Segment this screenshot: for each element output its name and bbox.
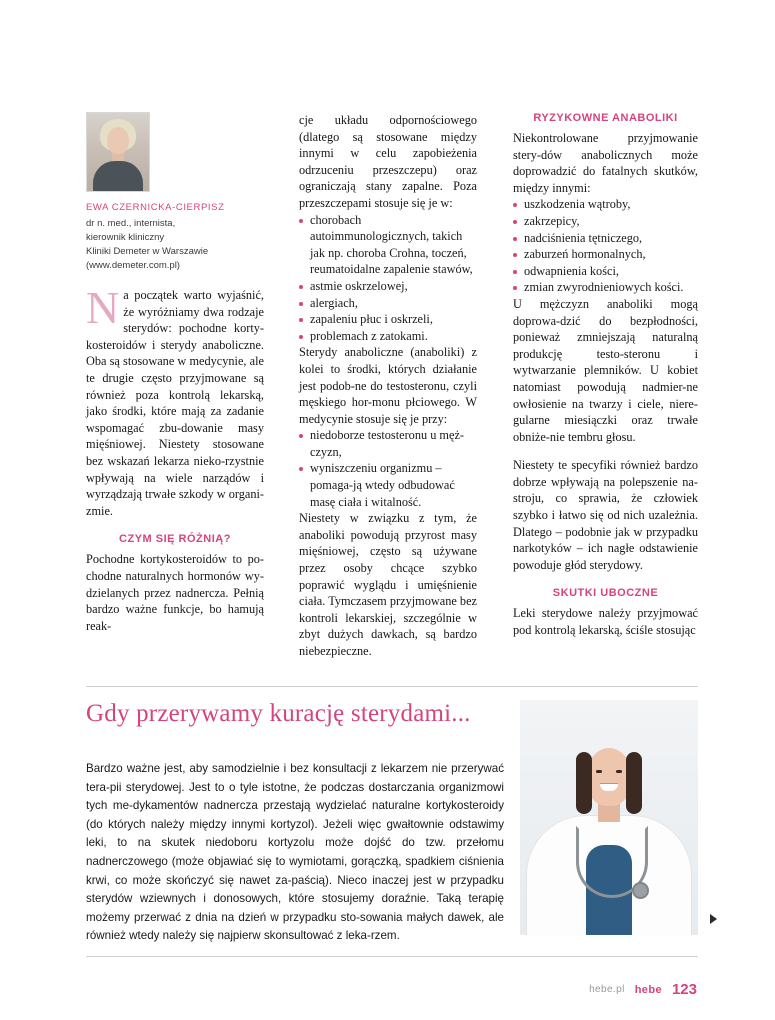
column-2	[299, 112, 477, 660]
column2-list-1	[299, 212, 477, 345]
author-credential-line-2: kierownik kliniczny	[86, 232, 165, 243]
author-credentials	[86, 217, 264, 273]
column1-paragraph-2: Pochodne kortykosteroidów to po-chodne naturalnych hormonów wy-dzielanych przez nadnercza. Pełnią bardzo ważne funkcje, bo hamują reak-	[86, 552, 264, 633]
column2-paragraph-2: Sterydy anaboliczne (anaboliki) z kolei to środki, których działanie jest podob-ne do testosteronu, czyli męskiego hor-monu płciowego. W medycynie stosuje się je przy:	[299, 345, 477, 426]
column3-list-1	[513, 196, 698, 296]
sidebar-box-title: Gdy przerywamy kurację sterydami...	[86, 700, 471, 727]
author-credential-line-3: Kliniki Demeter w Warszawie	[86, 246, 209, 257]
doctor-eye-right	[616, 770, 622, 773]
divider-bottom	[86, 956, 698, 957]
column-1	[86, 112, 264, 634]
column2-paragraph-3: Niestety w związku z tym, że anaboliki powodują przyrost masy mięśniowej, często są używane przez osoby chcące szybko poprawić wyglądu i umięśnienie ciała. Tymczasem przyjmowane bez kontroli lekarskiej, szczególnie w zbyt dużych dawkach, są bardzo niebezpieczne.	[299, 511, 477, 658]
author-portrait-image	[86, 112, 150, 192]
doctor-photo-image	[520, 700, 698, 935]
portrait-face-shape	[107, 127, 129, 154]
list-item: uszkodzenia wątroby,	[513, 196, 698, 213]
list-item: chorobach autoimmunologicznych, takich jak np. choroba Crohna, toczeń, reumatoidalne zapalenie stawów,	[299, 212, 477, 278]
subheading-ryzykowne-anaboliki: RYZYKOWNE ANABOLIKI	[533, 112, 678, 124]
column3-paragraph-1: Niekontrolowane przyjmowanie stery-dów anabolicznych może doprowadzić do fatalnych skutków, między innymi:	[513, 131, 698, 195]
subheading-skutki-uboczne: SKUTKI UBOCZNE	[552, 587, 659, 600]
page-footer	[589, 981, 697, 998]
list-item: nadciśnienia tętniczego,	[513, 230, 698, 247]
column2-list-2	[299, 427, 477, 510]
list-item: zmian zwyrodnieniowych kości.	[513, 279, 698, 296]
doctor-hair-right-shape	[626, 752, 642, 814]
footer-brand-logo: hebe	[634, 983, 662, 996]
list-item: wyniszczeniu organizmu – pomaga-ją wtedy odbudować masę ciała i witalność.	[299, 460, 477, 510]
article-columns	[86, 112, 698, 662]
column2-paragraph-1: cje układu odpornościowego (dlatego są stosowane między innymi w celu zapobieżenia odrzuceniu przeszczepu) oraz ograniczają stany zapalne. Poza przeszczepami stosuje się je w:	[299, 113, 477, 210]
sidebar-box-text: Bardzo ważne jest, aby samodzielnie i bez konsultacji z lekarzem nie przerywać tera-pii sterydowej. Jest to o tyle istotne, że podczas dostarczania organizmowi tych me-dykamentów nadnercza przestają wydzielać naturalne kortykosteroidy (do których należy między innymi kortyzol). Jeżeli więc gwałtownie odstawimy leki, to na skutek niedoboru kortyzolu może dojść do tzw. przełomu nadnerczowego (może objawiać się to wymiotami, gorączką, spadkiem ciśnienia krwi, co może skończyć się nawet za-paścią). Nieco inaczej jest w przypadku sterydów wziewnych i donosowych, które stosujemy doraźnie. Taką terapię możemy przerwać z dnia na dzień w przypadku sto-sowania małych dawek, ale również wtedy należy się najpierw skonsultować z leka-rzem.	[86, 762, 504, 943]
author-website: (www.demeter.com.pl)	[86, 260, 180, 271]
drop-cap-letter: N	[86, 282, 120, 333]
author-credential-line-1: dr n. med., internista,	[86, 218, 176, 229]
column3-paragraph-2: U mężczyzn anaboliki mogą doprowa-dzić do bezpłodności, ponieważ zmniejszają naturalną produkcję testo-steronu i wytwarzanie plemników. U kobiet natomiast powodują nadmier-ne owłosienie na twarzy i ciele, niere-gularne miesiączki oraz trwałe obniże-nie tembru głosu.	[513, 296, 698, 444]
column3-paragraph-3: Niestety te specyfiki również bardzo dobrze wpływają na polepszenie na-stroju, co sprawia, że człowiek szybko i łatwo się od nich uzależnia. Dlatego – podobnie jak w przypadku narkotyków – ich nagłe odstawienie powoduje głód sterydowy.	[513, 458, 698, 572]
doctor-hair-left-shape	[576, 752, 592, 814]
footer-website: hebe.pl	[589, 984, 625, 995]
page-number: 123	[671, 981, 697, 998]
list-item: zaburzeń hormonalnych,	[513, 246, 698, 263]
list-item: problemach z zatokami.	[299, 328, 477, 345]
list-item: niedoborze testosteronu u męż-czyzn,	[299, 427, 477, 460]
author-name: EWA CZERNICKA-CIERPISZ	[86, 202, 225, 213]
list-item: astmie oskrzelowej,	[299, 278, 477, 295]
intro-paragraph	[86, 282, 265, 519]
divider-top	[86, 686, 698, 687]
list-item: alergiach,	[299, 295, 477, 312]
column-3	[513, 112, 698, 639]
column3-paragraph-4: Leki sterydowe należy przyjmować pod kontrolą lekarską, ściśle stosując	[513, 606, 698, 638]
intro-paragraph-text: a początek warto wyjaśnić, że wyróżniamy dwa rodzaje sterydów: pochodne korty-kosteroidów i sterydy anaboliczne. Oba są stosowane w medycynie, ale te drugie często przyjmowane są również poza kontrolą lekarską, jako środki, które mają za zadanie wspomagać zbu-dowanie masy mięśniowej. Niestety stosowane bez wskazań lekarza nieko-rzystnie wpływają na wiele narządów i wyrządzają trwałe szkody w organi-zmie.	[86, 288, 265, 518]
list-item: zakrzepicy,	[513, 213, 698, 230]
portrait-body-shape	[93, 161, 143, 191]
list-item: odwapnienia kości,	[513, 263, 698, 280]
doctor-eye-left	[596, 770, 602, 773]
stethoscope-head-icon	[632, 882, 649, 899]
list-item: zapaleniu płuc i oskrzeli,	[299, 311, 477, 328]
page-turn-arrow-icon	[710, 914, 717, 924]
subheading-czym-sie-roznia: CZYM SIĘ RÓŻNIĄ?	[119, 533, 231, 546]
